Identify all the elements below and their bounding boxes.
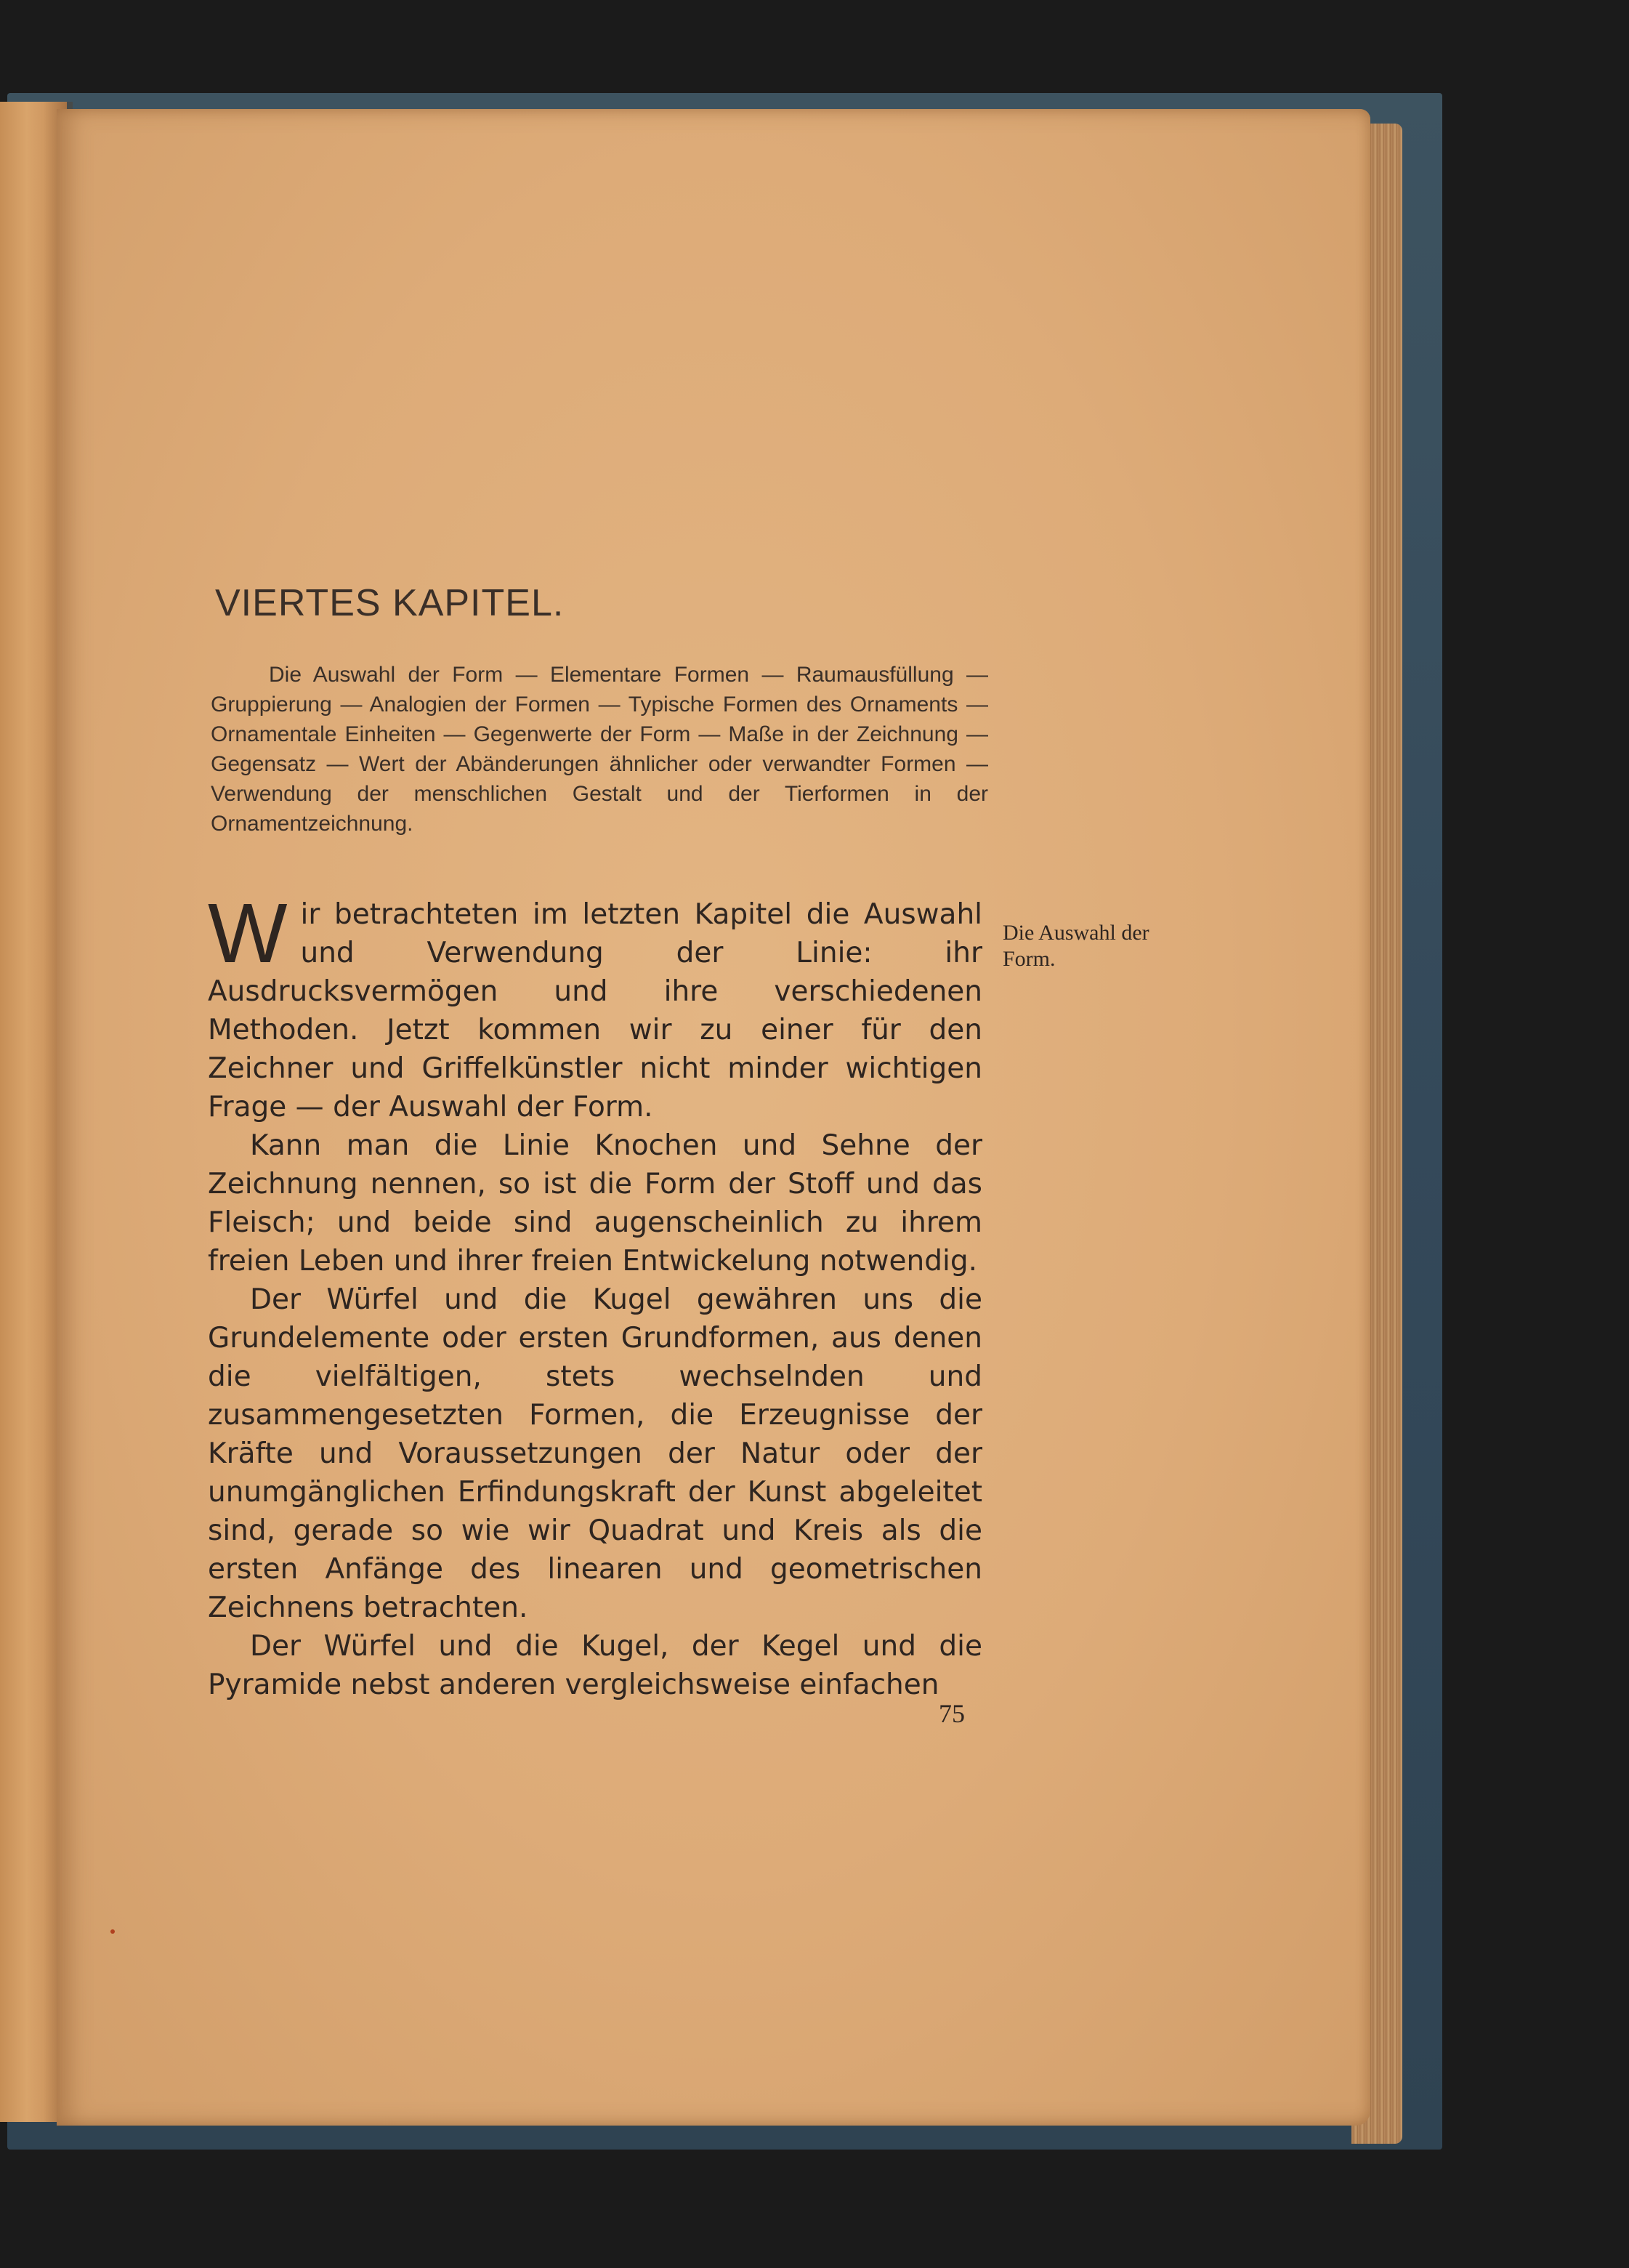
marginal-note: Die Auswahl der Form. bbox=[1003, 921, 1149, 971]
drop-cap: W bbox=[208, 886, 288, 980]
paragraph-text: ir betrachteten im letzten Kapitel die Auswahl und Verwendung der Linie: ihr Ausdrucksvermögen und ihre verschiedenen Methoden. Jetzt kommen wir zu einer für den Zeichner und Griffelkünstler nicht minder wichtigen Frage — der Auswahl der Form. bbox=[208, 898, 982, 1123]
ink-spot bbox=[110, 1929, 115, 1934]
chapter-heading: VIERTES KAPITEL. bbox=[215, 582, 565, 624]
chapter-summary: Die Auswahl der Form — Elementare Formen — Raumausfüllung — Gruppierung — Analogien der Formen — Typische Formen des Ornaments — Ornamentale Einheiten — Gegenwerte der Form — Maße in der Zeichnung — Gegensatz — Wert der Abänderungen ähnlicher oder verwandter Formen — Verwendung der menschlichen Gestalt und der Tierformen in der Ornamentzeichnung. bbox=[211, 663, 988, 836]
paragraph bbox=[208, 886, 982, 1126]
body-text bbox=[208, 886, 982, 1704]
paragraph: Der Würfel und die Kugel gewähren uns die Grundelemente oder ersten Grundformen, aus denen die vielfältigen, stets wechselnden und zusammengesetzten Formen, die Erzeugnisse der Kräfte und Voraussetzungen der Natur oder der unumgänglichen Erfindungskraft der Kunst abgeleitet sind, gerade so wie wir Quadrat und Kreis als die ersten Anfänge des linearen und geometrischen Zeichnens betrachten. bbox=[208, 1283, 982, 1624]
paragraph: Kann man die Linie Knochen und Sehne der Zeichnung nennen, so ist die Form der Stoff und das Fleisch; und beide sind augenscheinlich zu ihrem freien Leben und ihrer freien Entwickelung notwendig. bbox=[208, 1129, 982, 1278]
paragraph: Der Würfel und die Kugel, der Kegel und die Pyramide nebst anderen vergleichsweise einfachen bbox=[208, 1630, 982, 1701]
page-number: 75 bbox=[939, 1699, 965, 1728]
